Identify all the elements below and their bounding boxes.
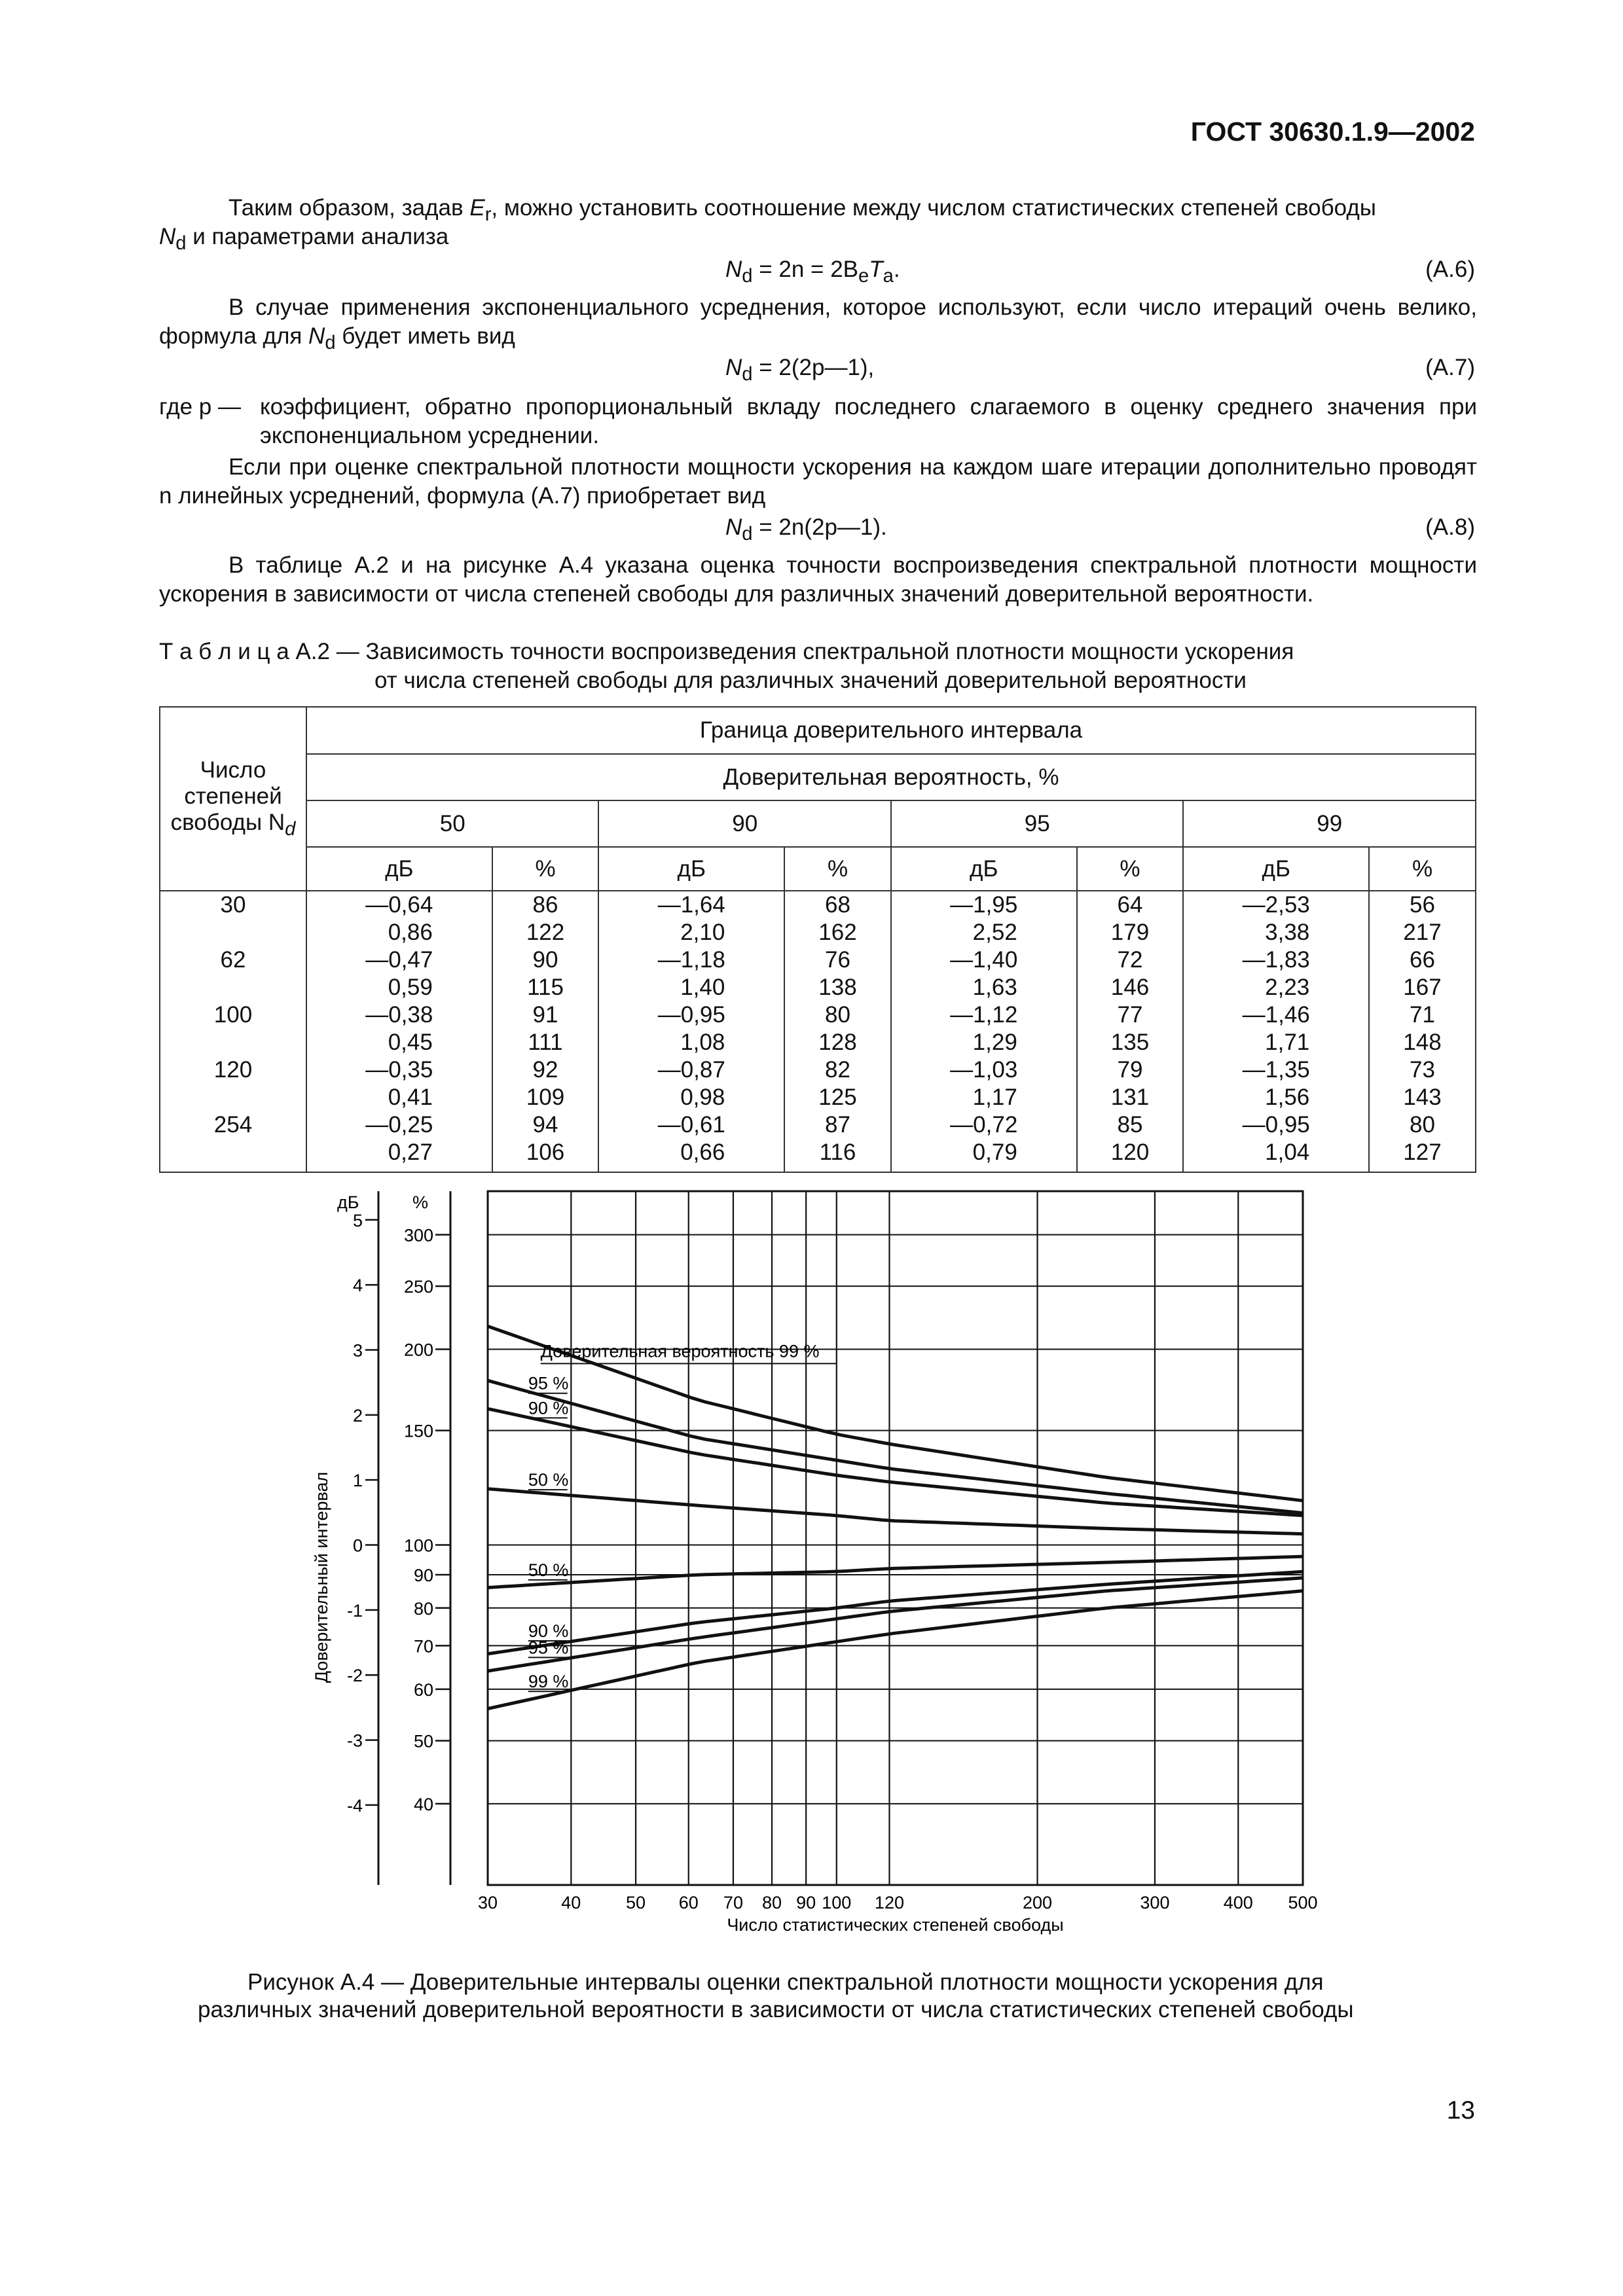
probability-header: 50 bbox=[306, 800, 598, 847]
x-tick-label: 500 bbox=[1288, 1893, 1318, 1912]
pct-tick-label: 150 bbox=[403, 1421, 433, 1441]
series-line bbox=[488, 1380, 1303, 1513]
table-cell: 87 bbox=[825, 1112, 850, 1138]
table-cell: —0,95 bbox=[657, 1002, 725, 1028]
x-tick-label: 30 bbox=[477, 1893, 498, 1912]
n-column bbox=[160, 891, 306, 1172]
series-label: 90 % bbox=[528, 1621, 569, 1641]
pct-tick-label: 40 bbox=[413, 1794, 433, 1814]
table-cell: 1,17 bbox=[972, 1085, 1017, 1110]
table-cell: 109 bbox=[526, 1085, 565, 1110]
table-cell: —0,38 bbox=[365, 1002, 433, 1028]
table-cell: 73 bbox=[1410, 1057, 1435, 1083]
table-cell: 120 bbox=[1110, 1139, 1150, 1165]
table-cell: —1,46 bbox=[1242, 1002, 1310, 1028]
table-cell: 115 bbox=[527, 975, 564, 1000]
table-cell: 80 bbox=[1410, 1112, 1435, 1138]
paragraph-1: Таким образом, задав $E_r$, можно установить соотношение между числом статистических степеней свободы bbox=[228, 195, 1376, 225]
table-cell: 146 bbox=[1110, 975, 1150, 1000]
db-tick-label: -1 bbox=[346, 1600, 363, 1621]
db-tick-label: -4 bbox=[346, 1795, 363, 1816]
series-label: 50 % bbox=[528, 1560, 569, 1580]
unit-header: % bbox=[492, 847, 599, 891]
pct-tick-label: 100 bbox=[403, 1535, 433, 1556]
document-header: ГОСТ 30630.1.9—2002 bbox=[1190, 117, 1475, 147]
n-value: 100 bbox=[213, 1002, 253, 1028]
table-cell: 79 bbox=[1117, 1057, 1143, 1083]
x-tick-label: 300 bbox=[1140, 1893, 1170, 1912]
db-tick-label: 3 bbox=[352, 1340, 363, 1361]
table-caption-line2: от числа степеней свободы для различных значений доверительной вероятности bbox=[374, 668, 1247, 693]
table-cell: 91 bbox=[532, 1002, 558, 1028]
table-cell: 148 bbox=[1403, 1030, 1442, 1055]
row-header-cell: Число степеней свободы $N_d$ bbox=[160, 707, 306, 891]
table-cell: 0,59 bbox=[388, 975, 433, 1000]
table-cell: 76 bbox=[825, 947, 850, 973]
series-label: 99 % bbox=[528, 1672, 569, 1692]
value-column bbox=[784, 891, 891, 1172]
value-column bbox=[598, 891, 784, 1172]
plot-frame bbox=[488, 1191, 1303, 1885]
table-cell: —0,25 bbox=[365, 1112, 433, 1138]
table-cell: 90 bbox=[532, 947, 558, 973]
table-cell: 1,29 bbox=[972, 1030, 1017, 1055]
probability-header: 90 bbox=[598, 800, 890, 847]
series-label: 90 % bbox=[528, 1398, 569, 1418]
table-cell: 0,45 bbox=[388, 1030, 433, 1055]
paragraph-2: В случае применения экспоненциального усреднения, которое используют, если число итераций очень велико, формула для $N_d$ будет иметь вид bbox=[159, 295, 1477, 353]
series-line bbox=[488, 1578, 1303, 1671]
formula-a7-number: (А.7) bbox=[1425, 355, 1475, 380]
formula-a6-number: (А.6) bbox=[1425, 257, 1475, 282]
table-cell: —0,72 bbox=[950, 1112, 1018, 1138]
table-cell: 1,63 bbox=[972, 975, 1017, 1000]
table-cell: 1,04 bbox=[1265, 1139, 1310, 1165]
db-tick-label: 1 bbox=[352, 1471, 363, 1491]
table-cell: 80 bbox=[825, 1002, 850, 1028]
table-caption: Т а б л и ц а А.2 — Зависимость точности воспроизведения спектральной плотности мощности ускорения bbox=[159, 639, 1294, 664]
table-cell: —2,53 bbox=[1242, 892, 1310, 918]
table-cell: 179 bbox=[1110, 920, 1150, 945]
formula-a8: $N_d$ = 2n(2p—1). bbox=[725, 514, 887, 545]
table-cell: 2,52 bbox=[972, 920, 1017, 945]
unit-header: % bbox=[1077, 847, 1184, 891]
where-label: где p — bbox=[159, 394, 241, 420]
table-cell: —0,61 bbox=[657, 1112, 725, 1138]
x-tick-label: 120 bbox=[874, 1893, 904, 1912]
table-cell: 143 bbox=[1403, 1085, 1442, 1110]
table-cell: —0,87 bbox=[657, 1057, 725, 1083]
pct-tick-label: 300 bbox=[403, 1225, 433, 1246]
table-cell: 92 bbox=[532, 1057, 558, 1083]
table-cell: 128 bbox=[818, 1030, 857, 1055]
formula-a8-number: (А.8) bbox=[1425, 514, 1475, 540]
table-cell: 77 bbox=[1117, 1002, 1143, 1028]
series-label: Доверительная вероятность 99 % bbox=[540, 1341, 820, 1361]
table-cell: 167 bbox=[1403, 975, 1442, 1000]
where-text: коэффициент, обратно пропорциональный вкладу последнего слагаемого в оценку среднего значения при экспоненциальном усреднении. bbox=[260, 394, 1477, 448]
probability-header: 99 bbox=[1183, 800, 1476, 847]
table-cell: 71 bbox=[1410, 1002, 1435, 1028]
table-cell: 86 bbox=[532, 892, 558, 918]
db-tick-label: 5 bbox=[352, 1210, 363, 1230]
pct-tick-label: 70 bbox=[413, 1636, 433, 1657]
value-column bbox=[1077, 891, 1184, 1172]
table-cell: —0,64 bbox=[365, 892, 433, 918]
x-tick-label: 400 bbox=[1223, 1893, 1253, 1912]
unit-header: дБ bbox=[1183, 847, 1369, 891]
table-cell: 1,40 bbox=[680, 975, 725, 1000]
table-cell: 0,41 bbox=[388, 1085, 433, 1110]
value-column bbox=[1369, 891, 1476, 1172]
unit-header: дБ bbox=[891, 847, 1077, 891]
table-cell: —1,83 bbox=[1242, 947, 1310, 973]
table-cell: 131 bbox=[1110, 1085, 1150, 1110]
probability-header: 95 bbox=[891, 800, 1183, 847]
series-line bbox=[488, 1556, 1303, 1588]
figure-caption-line2: различных значений доверительной вероятности в зависимости от числа статистических степеней свободы bbox=[198, 1997, 1354, 2022]
table-cell: 82 bbox=[825, 1057, 850, 1083]
formula-a7: $N_d$ = 2(2p—1), bbox=[725, 355, 875, 385]
unit-header: дБ bbox=[306, 847, 492, 891]
x-tick-label: 40 bbox=[561, 1893, 581, 1912]
db-tick-label: 4 bbox=[352, 1276, 363, 1296]
table-cell: 94 bbox=[532, 1112, 558, 1138]
db-tick-label: 2 bbox=[352, 1405, 363, 1426]
series-label: 95 % bbox=[528, 1638, 569, 1658]
table-cell: 125 bbox=[818, 1085, 857, 1110]
value-column bbox=[1183, 891, 1369, 1172]
table-cell: 85 bbox=[1117, 1112, 1143, 1138]
page-number: 13 bbox=[1446, 2096, 1475, 2125]
table-cell: 116 bbox=[819, 1139, 856, 1165]
pct-tick-label: 90 bbox=[413, 1565, 433, 1585]
series-line bbox=[488, 1571, 1303, 1654]
table-cell: 0,79 bbox=[972, 1139, 1017, 1165]
db-tick-label: -3 bbox=[346, 1731, 363, 1751]
x-tick-label: 60 bbox=[678, 1893, 699, 1912]
table-cell: —1,12 bbox=[950, 1002, 1018, 1028]
table-cell: —0,35 bbox=[365, 1057, 433, 1083]
table-cell: 66 bbox=[1410, 947, 1435, 973]
value-column bbox=[492, 891, 599, 1172]
n-value: 120 bbox=[213, 1057, 253, 1083]
table-cell: 2,10 bbox=[680, 920, 725, 945]
confidence-interval-chart bbox=[288, 1185, 1336, 1957]
sub-header: Доверительная вероятность, % bbox=[306, 754, 1476, 800]
pct-tick-label: 50 bbox=[413, 1731, 433, 1751]
table-cell: 138 bbox=[818, 975, 857, 1000]
value-column bbox=[891, 891, 1077, 1172]
unit-header: дБ bbox=[598, 847, 784, 891]
pct-tick-label: 250 bbox=[403, 1277, 433, 1297]
table-cell: 1,71 bbox=[1265, 1030, 1310, 1055]
table-cell: —1,40 bbox=[950, 947, 1018, 973]
n-value: 62 bbox=[220, 947, 246, 973]
paragraph-3: Если при оценке спектральной плотности мощности ускорения на каждом шаге итерации дополнительно проводят n линейных усреднений, формула (А.7) приобретает вид bbox=[159, 454, 1477, 509]
paragraph-1-cont: $N_d$ и параметрами анализа bbox=[159, 224, 449, 254]
table-cell: 0,66 bbox=[680, 1139, 725, 1165]
table-cell: 106 bbox=[526, 1139, 565, 1165]
series-label: 50 % bbox=[528, 1470, 569, 1490]
x-tick-label: 100 bbox=[822, 1893, 852, 1912]
db-tick-label: 0 bbox=[352, 1535, 363, 1556]
table-cell: —0,95 bbox=[1242, 1112, 1310, 1138]
x-tick-label: 90 bbox=[796, 1893, 816, 1912]
table-cell: 72 bbox=[1117, 947, 1143, 973]
x-tick-label: 80 bbox=[762, 1893, 782, 1912]
table-cell: 0,27 bbox=[388, 1139, 433, 1165]
table-cell: 3,38 bbox=[1265, 920, 1310, 945]
table-cell: 56 bbox=[1410, 892, 1435, 918]
table-cell: 2,23 bbox=[1265, 975, 1310, 1000]
series-label: 95 % bbox=[528, 1373, 569, 1393]
formula-a6: $N_d = 2n = 2B_eT_a$. bbox=[725, 257, 900, 287]
table-cell: 111 bbox=[528, 1030, 563, 1055]
table-cell: 122 bbox=[526, 920, 565, 945]
table-cell: —1,18 bbox=[657, 947, 725, 973]
x-axis-title: Число статистических степеней свободы bbox=[727, 1915, 1064, 1935]
table-cell: 68 bbox=[825, 892, 850, 918]
x-tick-label: 50 bbox=[626, 1893, 646, 1912]
pct-axis-label: % bbox=[412, 1193, 429, 1212]
db-tick-label: -2 bbox=[346, 1666, 363, 1686]
table-cell: 135 bbox=[1110, 1030, 1150, 1055]
n-value: 254 bbox=[213, 1112, 253, 1138]
table-cell: 0,86 bbox=[388, 920, 433, 945]
pct-tick-label: 60 bbox=[413, 1679, 433, 1700]
top-header: Граница доверительного интервала bbox=[306, 707, 1476, 754]
table-cell: —1,95 bbox=[950, 892, 1018, 918]
series-line bbox=[488, 1489, 1303, 1534]
x-tick-label: 70 bbox=[723, 1893, 743, 1912]
table-cell: —1,03 bbox=[950, 1057, 1018, 1083]
pct-tick-label: 80 bbox=[413, 1598, 433, 1619]
table-cell: 0,98 bbox=[680, 1085, 725, 1110]
value-column bbox=[306, 891, 492, 1172]
db-axis-label: дБ bbox=[337, 1193, 359, 1212]
y-axis-title: Доверительный интервал bbox=[312, 1471, 331, 1683]
table-cell: 1,08 bbox=[680, 1030, 725, 1055]
table-cell: —0,47 bbox=[365, 947, 433, 973]
pct-tick-label: 200 bbox=[403, 1340, 433, 1360]
n-value: 30 bbox=[220, 892, 246, 918]
figure-caption-line1: Рисунок А.4 — Доверительные интервалы оценки спектральной плотности мощности ускорения для bbox=[247, 1969, 1324, 1995]
data-table bbox=[159, 706, 1476, 1173]
table-cell: 127 bbox=[1403, 1139, 1442, 1165]
unit-header: % bbox=[784, 847, 891, 891]
table-cell: —1,35 bbox=[1242, 1057, 1310, 1083]
unit-header: % bbox=[1369, 847, 1476, 891]
table-cell: 217 bbox=[1403, 920, 1442, 945]
paragraph-4: В таблице А.2 и на рисунке А.4 указана оценка точности воспроизведения спектральной плотности мощности ускорения в зависимости от числа степеней свободы для различных значений доверительной вероятности. bbox=[159, 552, 1477, 607]
table-cell: 162 bbox=[818, 920, 857, 945]
table-cell: 1,56 bbox=[1265, 1085, 1310, 1110]
table-cell: 64 bbox=[1117, 892, 1143, 918]
x-tick-label: 200 bbox=[1022, 1893, 1053, 1912]
table-cell: —1,64 bbox=[657, 892, 725, 918]
